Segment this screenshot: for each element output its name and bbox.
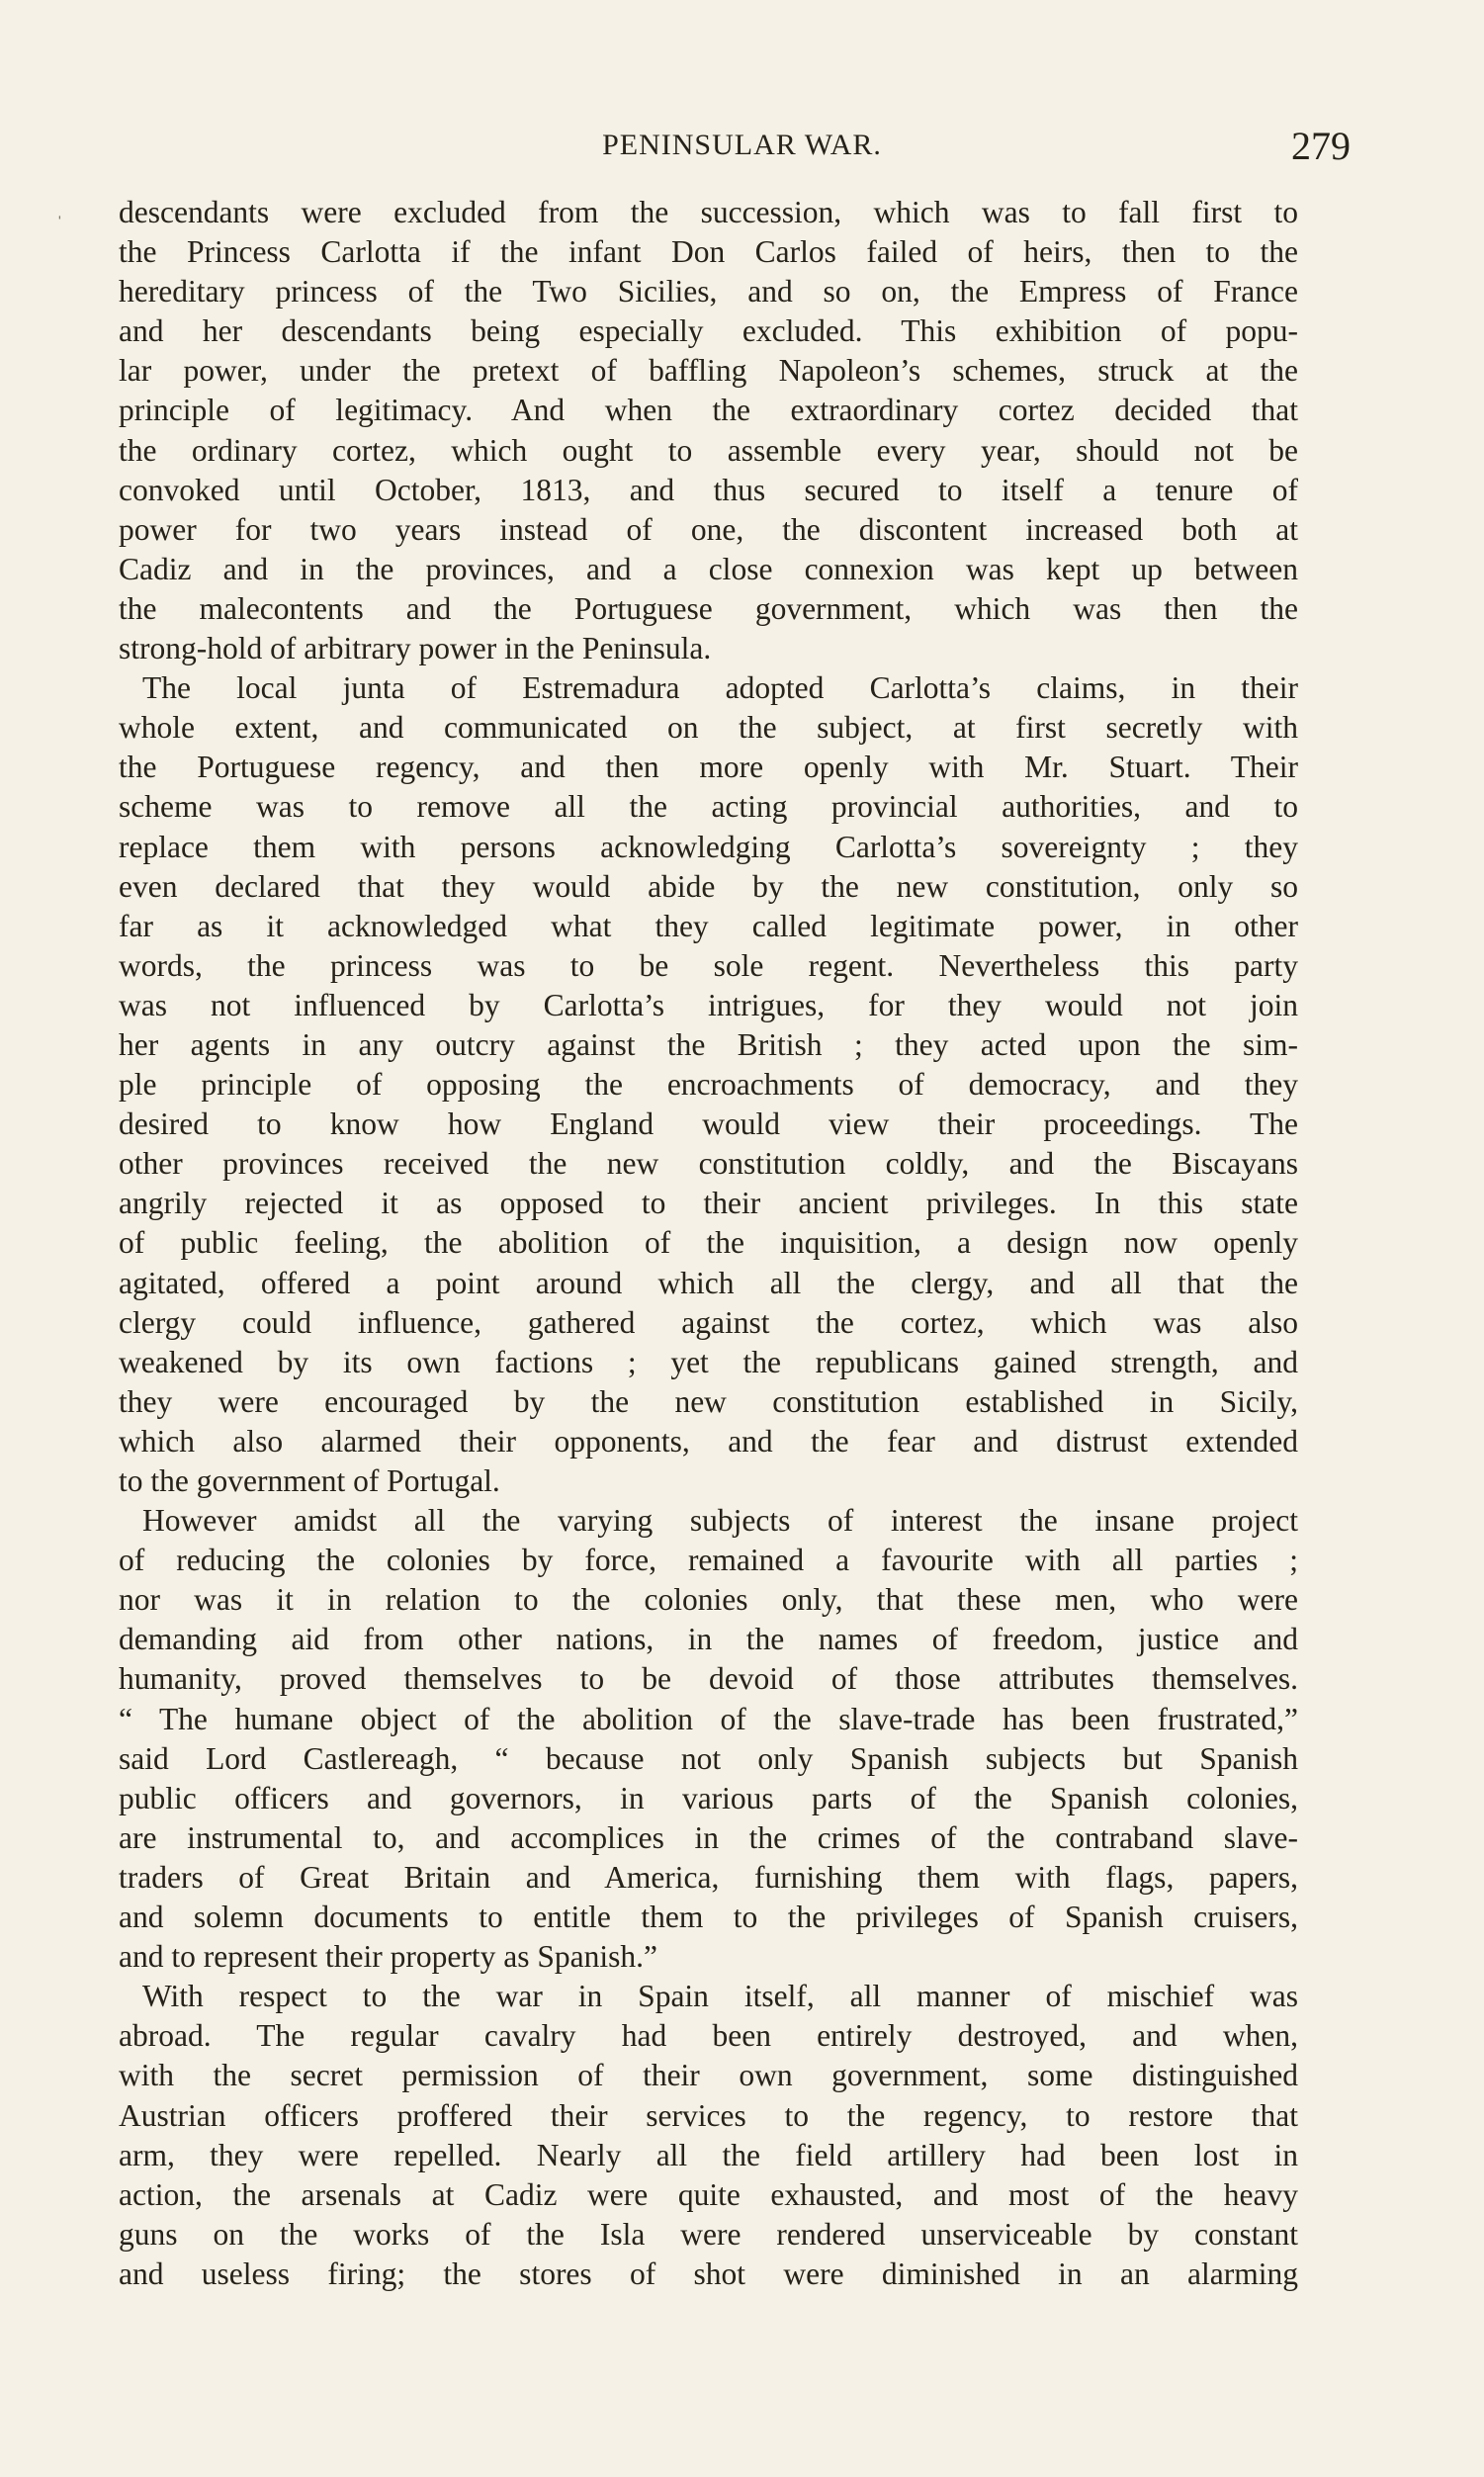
text-line: action, the arsenals at Cadiz were quite exhausted, and most of the heavy (119, 2176, 1298, 2212)
text-line: The local junta of Estremadura adopted Carlotta’s claims, in their (142, 670, 1298, 706)
text-line: said Lord Castlereagh, “ because not only Spanish subjects but Spanish (119, 1740, 1298, 1776)
text-line: weakened by its own factions ; yet the republicans gained strength, and (119, 1344, 1298, 1379)
text-line: and her descendants being especially excluded. This exhibition of popu- (119, 313, 1298, 349)
text-line: the ordinary cortez, which ought to assemble every year, should not be (119, 432, 1298, 468)
text-line: scheme was to remove all the acting provincial authorities, and to (119, 789, 1298, 825)
text-line: However amidst all the varying subjects of interest the insane project (142, 1503, 1298, 1539)
text-line: demanding aid from other nations, in the names of freedom, justice and (119, 1622, 1298, 1657)
text-line: strong-hold of arbitrary power in the Peninsula. (119, 631, 712, 666)
text-line: even declared that they would abide by the new constitution, only so (119, 868, 1298, 904)
text-line: “ The humane object of the abolition of the slave-trade has been frustrated,” (119, 1701, 1298, 1736)
text-line: Austrian officers proffered their services to the regency, to restore that (119, 2097, 1298, 2133)
text-line: and to represent their property as Spanish.” (119, 1939, 657, 1975)
body-text (119, 193, 1298, 2294)
text-line: clergy could influence, gathered against the cortez, which was also (119, 1304, 1298, 1340)
text-line: hereditary princess of the Two Sicilies, and so on, the Empress of France (119, 274, 1298, 310)
text-line: traders of Great Britain and America, furnishing them with flags, papers, (119, 1859, 1298, 1895)
text-line: of reducing the colonies by force, remained a favourite with all parties ; (119, 1543, 1298, 1578)
text-line: they were encouraged by the new constitution established in Sicily, (119, 1383, 1298, 1419)
text-line: her agents in any outcry against the British ; they acted upon the sim- (119, 1026, 1298, 1062)
text-line: principle of legitimacy. And when the extraordinary cortez decided that (119, 393, 1298, 428)
text-line: humanity, proved themselves to be devoid of those attributes themselves. (119, 1661, 1298, 1697)
text-line: words, the princess was to be sole regent. Nevertheless this party (119, 947, 1298, 983)
text-line: was not influenced by Carlotta’s intrigues, for they would not join (119, 987, 1298, 1022)
text-line: the Princess Carlotta if the infant Don Carlos failed of heirs, then to the (119, 234, 1298, 270)
text-line: lar power, under the pretext of baffling Napoleon’s schemes, struck at the (119, 353, 1298, 389)
text-line: public officers and governors, in various parts of the Spanish colonies, (119, 1780, 1298, 1815)
text-line: convoked until October, 1813, and thus secured to itself a tenure of (119, 472, 1298, 507)
text-line: angrily rejected it as opposed to their ancient privileges. In this state (119, 1186, 1298, 1221)
text-line: power for two years instead of one, the discontent increased both at (119, 511, 1298, 547)
text-line: desired to know how England would view their proceedings. The (119, 1106, 1298, 1142)
page-number: 279 (1291, 124, 1351, 168)
text-line: and useless firing; the stores of shot were diminished in an alarming (119, 2256, 1298, 2291)
page-header (0, 121, 1484, 170)
text-line: far as it acknowledged what they called legitimate power, in other (119, 908, 1298, 943)
text-line: guns on the works of the Isla were rendered unserviceable by constant (119, 2216, 1298, 2252)
running-title: PENINSULAR WAR. (602, 129, 882, 161)
text-line: are instrumental to, and accomplices in the crimes of the contraband slave- (119, 1819, 1298, 1855)
text-line: replace them with persons acknowledging Carlotta’s sovereignty ; they (119, 829, 1298, 864)
text-line: With respect to the war in Spain itself, all manner of mischief was (142, 1979, 1298, 2014)
text-line: agitated, offered a point around which all the clergy, and all that the (119, 1265, 1298, 1300)
text-line: the Portuguese regency, and then more openly with Mr. Stuart. Their (119, 750, 1298, 785)
text-line: and solemn documents to entitle them to the privileges of Spanish cruisers, (119, 1900, 1298, 1935)
text-line: with the secret permission of their own government, some distinguished (119, 2058, 1298, 2093)
text-line: the malecontents and the Portuguese government, which was then the (119, 590, 1298, 626)
text-line: nor was it in relation to the colonies only, that these men, who were (119, 1582, 1298, 1618)
text-line: arm, they were repelled. Nearly all the field artillery had been lost in (119, 2137, 1298, 2172)
text-line: of public feeling, the abolition of the inquisition, a design now openly (119, 1225, 1298, 1261)
text-line: abroad. The regular cavalry had been entirely destroyed, and when, (119, 2018, 1298, 2054)
margin-mark: ˌ (56, 198, 63, 220)
text-line: descendants were excluded from the succession, which was to fall first to (119, 195, 1298, 229)
text-line: ple principle of opposing the encroachments of democracy, and they (119, 1067, 1298, 1103)
text-line: whole extent, and communicated on the subject, at first secretly with (119, 710, 1298, 746)
text-line: which also alarmed their opponents, and the fear and distrust extended (119, 1423, 1298, 1459)
text-line: to the government of Portugal. (119, 1463, 500, 1498)
text-line: other provinces received the new constitution coldly, and the Biscayans (119, 1146, 1298, 1182)
text-line: Cadiz and in the provinces, and a close connexion was kept up between (119, 551, 1298, 586)
